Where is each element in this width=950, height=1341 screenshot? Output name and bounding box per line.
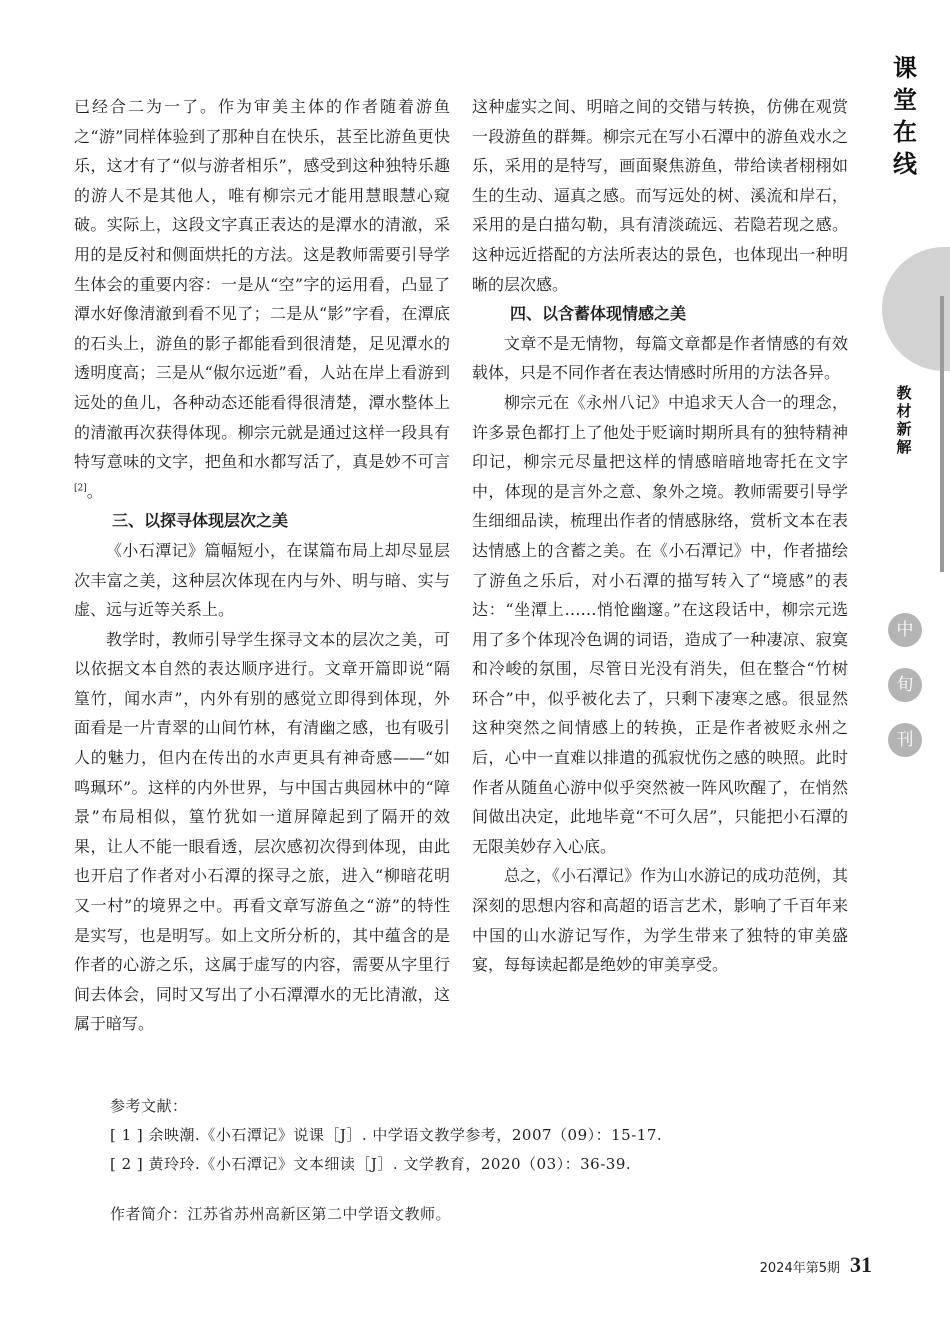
column-title: 课 堂 在 线: [893, 54, 917, 178]
section-subtitle: 教 材 新 解: [896, 384, 912, 456]
reference-item: [ 1 ] 余映潮.《小石潭记》说课［J］. 中学语文教学参考，2007（09）：15-17.: [110, 1126, 663, 1144]
right-column: [472, 92, 848, 980]
journal-badge: 刊: [888, 723, 922, 757]
paragraph: 《小石潭记》篇幅短小，在谋篇布局上却尽显层次丰富之美，这种层次体现在内与外、明与暗、实与虚、远与近等关系上。: [74, 540, 450, 620]
section-heading-4: 四、以含蓄体现情感之美: [510, 304, 687, 324]
page-footer: [760, 1252, 872, 1278]
section-heading-3: 三、以探寻体现层次之美: [112, 511, 289, 531]
references: [110, 1092, 830, 1179]
paragraph: 总之，《小石潭记》作为山水游记的成功范例，其深刻的思想内容和高超的语言艺术，影响了千百年来中国的山水游记写作，为学生带来了独特的审美盛宴，每每读起都是绝妙的审美享受。: [472, 866, 849, 975]
page-number: 31: [850, 1252, 872, 1277]
section-bar: [940, 296, 944, 572]
citation-ref[interactable]: [2]: [74, 483, 87, 494]
paragraph: 教学时，教师引导学生探寻文本的层次之美，可以依据文本自然的表达顺序进行。文章开篇即说“隔篁竹，闻水声”，内外有别的感觉立即得到体现，外面看是一片青翠的山间竹林，有清幽之感，也有吸引人的魅力，但内在传出的水声更具有神奇感——“如鸣珮环”。这样的内外世界，与中国古典园林中的“障景”布局相似，篁竹犹如一道屏障起到了隔开的效果，让人不能一眼看透，层次感初次得到体现，由此也开启了作者对小石潭的探寻之旅，进入“柳暗花明又一村”的境界之中。再看文章写游鱼之“游”的特性是实写，也是明写。如上文所分析的，其中蕴含的是作者的心游之乐，这属于虚写的内容，需要从字里行间去体会，同时又写出了小石潭潭水的无比清澈，这属于暗写。: [74, 629, 450, 1034]
journal-badge: 旬: [888, 668, 922, 702]
journal-badge: 中: [888, 613, 922, 647]
author-bio: 作者简介：江苏省苏州高新区第二中学语文教师。: [110, 1205, 452, 1223]
reference-item: [ 2 ] 黄玲玲.《小石潭记》文本细读［J］. 文学教育，2020（03）：36-39.: [110, 1155, 632, 1173]
paragraph: 文章不是无情物，每篇文章都是作者情感的有效载体，只是不同作者在表达情感时所用的方法各异。: [472, 333, 848, 383]
references-title: 参考文献：: [110, 1097, 188, 1115]
paragraph: 已经合二为一了。作为审美主体的作者随着游鱼之“游”同样体验到了那种自在快乐，甚至比游鱼更快乐，这才有了“似与游者相乐”，感受到这种独特乐趣的游人不是其他人，唯有柳宗元才能用慧眼慧心窥破。实际上，这段文字真正表达的是潭水的清澈，采用的是反衬和侧面烘托的方法。这是教师需要引导学生体会的重要内容：一是从“空”字的运用看，凸显了潭水好像清澈到看不见了；二是从“影”字看，在潭底的石头上，游鱼的影子都能看到很清楚，足见潭水的透明度高；三是从“俶尔远逝”看，人站在岸上看游到远处的鱼儿，各种动态还能看得很清楚，潭水整体上的清澈再次获得体现。柳宗元就是通过这样一段具有特写意味的文字，把鱼和水都写活了，真是妙不可言[2]。: [74, 97, 450, 501]
sidebar: [880, 0, 950, 1341]
left-column: [74, 92, 450, 1039]
paragraph: 这种虚实之间、明暗之间的交错与转换，仿佛在观赏一段游鱼的群舞。柳宗元在写小石潭中的游鱼戏水之乐，采用的是特写，画面聚焦游鱼，带给读者栩栩如生的生动、逼真之感。而写远处的树、溪流和岸石，采用的是白描勾勒，具有清淡疏远、若隐若现之感。这种远近搭配的方法所表达的景色，也体现出一种明晰的层次感。: [472, 97, 848, 294]
issue-label: 2024年第5期: [759, 1261, 840, 1276]
paragraph: 柳宗元在《永州八记》中追求天人合一的理念，许多景色都打上了他处于贬谪时期所具有的独特精神印记，柳宗元尽量把这样的情感暗暗地寄托在文字中，体现的是言外之意、象外之境。教师需要引导学生细细品读，梳理出作者的情感脉络，赏析文本在表达情感上的含蓄之美。在《小石潭记》中，作者描绘了游鱼之乐后，对小石潭的描写转入了“境感”的表达：“坐潭上……悄怆幽邃。”在这段话中，柳宗元选用了多个体现冷色调的词语，造成了一种凄凉、寂寞和冷峻的氛围，尽管日光没有消失，但在整合“竹树环合”中，似乎被化去了，只剩下凄寒之感。很显然这种突然之间情感上的转换，正是作者被贬永州之后，心中一直难以排遣的孤寂忧伤之感的映照。此时作者从随鱼心游中似乎突然被一阵风吹醒了，在悄然间做出决定，此地毕竟“不可久居”，只能把小石潭的无限美妙存入心底。: [472, 392, 848, 856]
